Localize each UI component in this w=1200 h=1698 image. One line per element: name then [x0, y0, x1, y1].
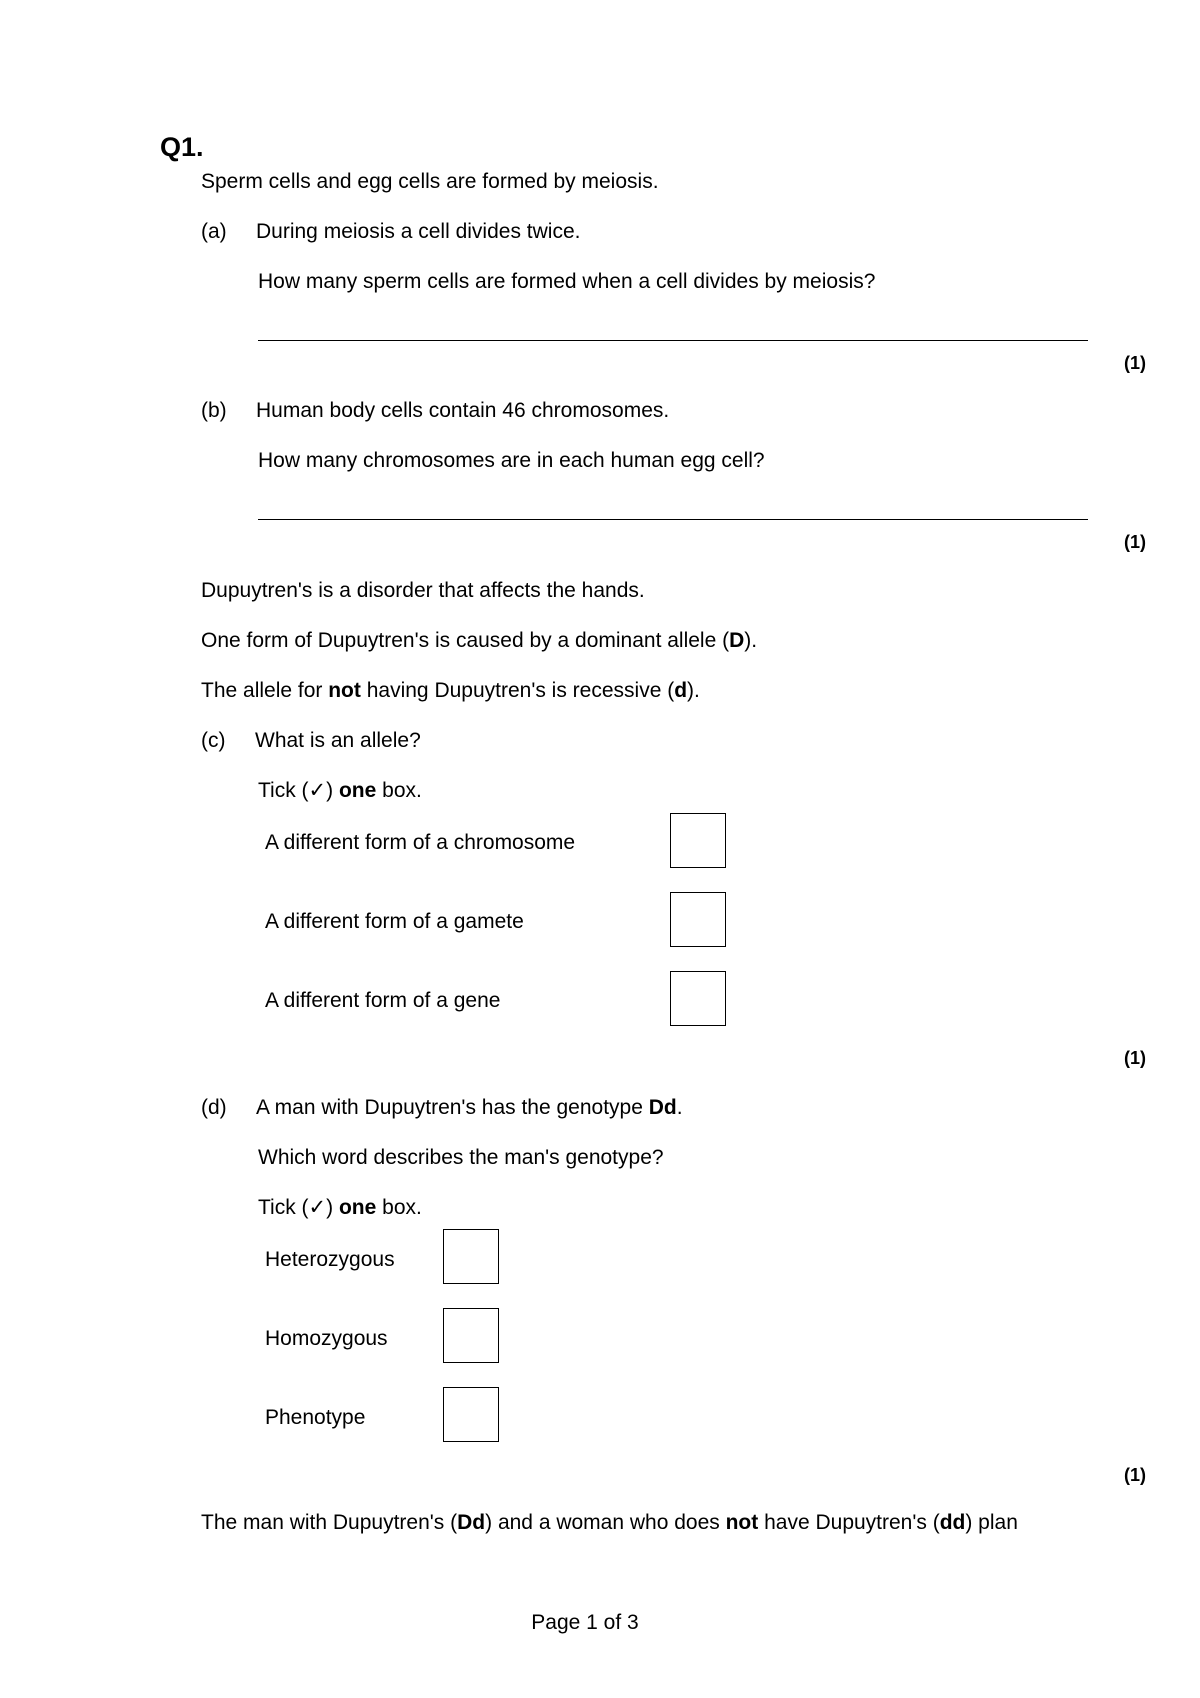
- part-d-option-checkbox[interactable]: [443, 1308, 499, 1363]
- part-c-question: What is an allele?: [255, 729, 421, 752]
- continuation-text: The man with Dupuytren's (Dd) and a woman who does not have Dupuytren's (dd) plan: [201, 1511, 1018, 1534]
- part-d-question: Which word describes the man's genotype?: [258, 1146, 664, 1169]
- part-c-option-checkbox[interactable]: [670, 813, 726, 868]
- part-c-option-label: A different form of a gene: [265, 989, 501, 1012]
- part-a-answer-line[interactable]: [258, 340, 1088, 341]
- part-d-option-label: Phenotype: [265, 1406, 366, 1429]
- part-d-tick-instruction: Tick (✓) one box.: [258, 1196, 422, 1219]
- part-d-option-checkbox[interactable]: [443, 1229, 499, 1284]
- part-b-question: How many chromosomes are in each human egg cell?: [258, 449, 765, 472]
- context-line-2: One form of Dupuytren's is caused by a dominant allele (D).: [201, 629, 758, 652]
- part-b-statement: Human body cells contain 46 chromosomes.: [256, 399, 670, 422]
- part-d-option-label: Homozygous: [265, 1327, 388, 1350]
- part-c-option-checkbox[interactable]: [670, 971, 726, 1026]
- part-d-label: (d): [201, 1096, 227, 1119]
- part-d-mark: (1): [1124, 1465, 1146, 1485]
- part-c-label: (c): [201, 729, 226, 752]
- page-number: Page 1 of 3: [531, 1611, 639, 1634]
- part-c-mark: (1): [1124, 1048, 1146, 1068]
- context-line-1: Dupuytren's is a disorder that affects the hands.: [201, 579, 645, 602]
- context-line-3: The allele for not having Dupuytren's is recessive (d).: [201, 679, 700, 702]
- part-a-mark: (1): [1124, 353, 1146, 373]
- part-b-mark: (1): [1124, 532, 1146, 552]
- part-d-option-checkbox[interactable]: [443, 1387, 499, 1442]
- part-d-option-label: Heterozygous: [265, 1248, 395, 1271]
- part-a-statement: During meiosis a cell divides twice.: [256, 220, 581, 243]
- part-c-tick-instruction: Tick (✓) one box.: [258, 779, 422, 802]
- part-b-label: (b): [201, 399, 227, 422]
- part-a-question: How many sperm cells are formed when a cell divides by meiosis?: [258, 270, 876, 293]
- part-a-label: (a): [201, 220, 227, 243]
- question-intro: Sperm cells and egg cells are formed by meiosis.: [201, 170, 659, 193]
- part-c-option-label: A different form of a gamete: [265, 910, 524, 933]
- question-number: Q1.: [160, 132, 204, 162]
- part-b-answer-line[interactable]: [258, 519, 1088, 520]
- part-c-option-label: A different form of a chromosome: [265, 831, 576, 854]
- part-c-option-checkbox[interactable]: [670, 892, 726, 947]
- part-d-statement: A man with Dupuytren's has the genotype Dd.: [256, 1096, 683, 1119]
